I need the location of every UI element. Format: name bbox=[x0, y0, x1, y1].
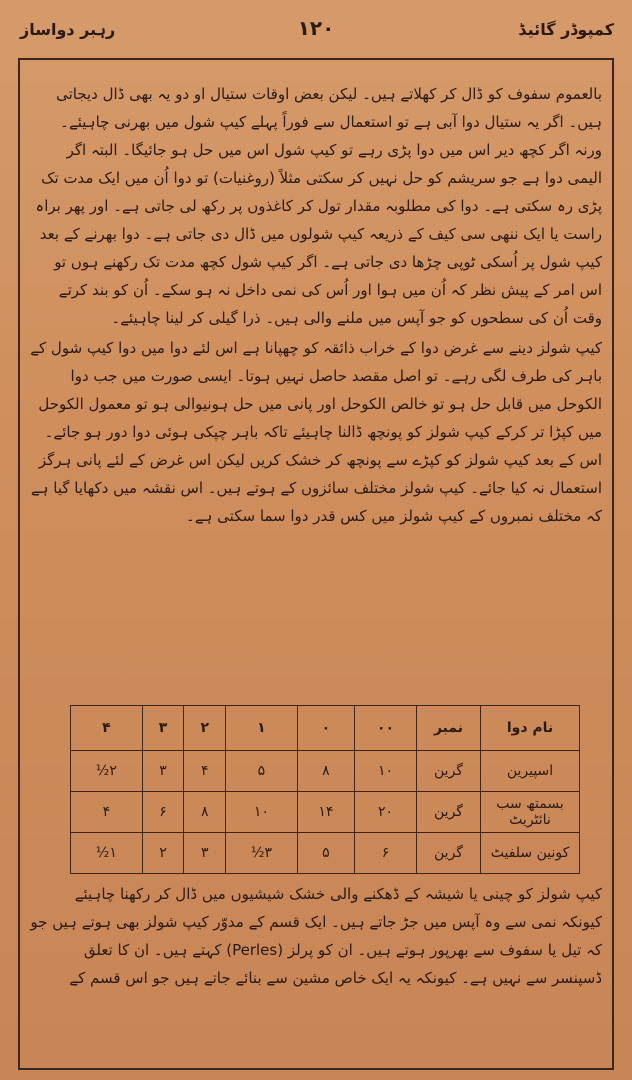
table-cell: ۳½ bbox=[226, 833, 298, 874]
table-header-row bbox=[71, 706, 580, 751]
bottom-text bbox=[30, 880, 602, 992]
table-cell: ۵ bbox=[226, 751, 298, 792]
table-row bbox=[71, 792, 580, 833]
table-cell: گرین bbox=[417, 833, 481, 874]
header-book-title-right: کمپوڈر گائیڈ bbox=[518, 20, 614, 39]
table-cell: ۳ bbox=[142, 751, 184, 792]
table-cell: ۶ bbox=[142, 792, 184, 833]
dosage-table bbox=[70, 705, 580, 874]
table-cell: ۸ bbox=[297, 751, 354, 792]
col-header-size-1: ۱ bbox=[226, 706, 298, 751]
table-cell: کونین سلفیٹ bbox=[481, 833, 580, 874]
table-cell: ۶ bbox=[354, 833, 416, 874]
table-cell: گرین bbox=[417, 792, 481, 833]
col-header-size-4: ۴ bbox=[71, 706, 143, 751]
table-cell: ۲۰ bbox=[354, 792, 416, 833]
table-cell: ۱۰ bbox=[226, 792, 298, 833]
page-number: ۱۲۰ bbox=[297, 16, 335, 40]
table-cell: ۲ bbox=[142, 833, 184, 874]
table-cell: ۲½ bbox=[71, 751, 143, 792]
body-text bbox=[30, 80, 602, 530]
table-cell: ۱۰ bbox=[354, 751, 416, 792]
table-cell: ۸ bbox=[184, 792, 226, 833]
table-cell: گرین bbox=[417, 751, 481, 792]
table-cell: ۴ bbox=[71, 792, 143, 833]
paragraph-1: بالعموم سفوف کو ڈال کر کھلاتے ہیں۔ لیکن بعض اوقات ستیال او دو یہ بھی ڈال دیجاتی ہیں۔ اگر یہ ستیال دوا آبی ہے تو استعمال سے فوراً پہلے کیپ شول میں بھرنی چاہیئے۔ ورنہ اگر کچھ دیر اس میں دوا پڑی رہے تو کیپ شول اس میں حل ہو جائیگا۔ البتہ اگر الیمی دوا ہے جو سریشم کو حل نہیں کر سکتی مثلاً (روغنیات) تو دوا اُن میں ایک مدت تک پڑی رہ سکتی ہے۔ دوا کی مطلوبہ مقدار تول کر کاغذوں پر رکھ لی جاتی ہے۔ اور پھر براہ راست یا ایک ننھی سی کیف کے ذریعہ کیپ شولوں میں ڈال دی جاتی ہے۔ دوا بھرنے کے بعد کیپ شول پر اُسکی ٹوپی چڑھا دی جاتی ہے۔ اگر کیپ شول کچھ مدت تک رکھنے ہوں تو اس امر کے پیش نظر کہ اُن میں ہوا اور اُس کی نمی داخل نہ ہو سکے۔ اُن کو بند کرتے وقت اُن کی سطحوں کو جو آپس میں ملنے والی ہیں۔ ذرا گیلی کر لینا چاہیئے۔ bbox=[35, 85, 602, 327]
paragraph-3: کیپ شولز کو چینی یا شیشہ کے ڈھکنے والی خشک شیشیوں میں ڈال کر رکھنا چاہیئے کیونکہ نمی سے وہ آپس میں جڑ جاتے ہیں۔ ایک قسم کے مدوّر کیپ شولز بھی ہوتے ہیں جو کہ تیل یا سفوف سے بھرپور ہوتے ہیں۔ ان کو پرلز (Perles) کہتے ہیں۔ ان کا تعلق ڈسپنسر سے نہیں ہے۔ کیونکہ یہ ایک خاص مشین سے بنائے جاتے ہیں جو اس قسم کے bbox=[30, 885, 602, 987]
table-cell: ۵ bbox=[297, 833, 354, 874]
paragraph-2: کیپ شولز دینے سے غرض دوا کے خراب ذائقہ کو چھپانا ہے اس لئے دوا میں دوا کیپ شول کے باہر کی طرف لگی رہے۔ تو اصل مقصد حاصل نہیں ہوتا۔ ایسی صورت میں جب دوا الکوحل میں قابل حل ہو تو خالص الکوحل اور پانی میں حل ہونیوالی ہو تو معمول الکوحل میں کپڑا تر کرکے کیپ شولز کو پونچھ ڈالنا چاہیئے تاکہ باہر چپکی ہوئی دوا دور ہو جائے۔ اس کے بعد کیپ شولز کو کپڑے سے پونچھ کر خشک کریں لیکن اس غرض کے لئے پانی ہرگز استعمال نہ کیا جائے۔ کیپ شولز مختلف سائزوں کے ہوتے ہیں۔ اس نقشہ میں دکھایا گیا ہے کہ مختلف نمبروں کے کیپ شولز میں کس قدر دوا سما سکتی ہے۔ bbox=[30, 339, 602, 525]
header-book-title-left: رہبر دواساز bbox=[20, 20, 116, 39]
col-header-size-00: ۰۰ bbox=[354, 706, 416, 751]
col-header-size-3: ۳ bbox=[142, 706, 184, 751]
table-row bbox=[71, 751, 580, 792]
table-cell: ۱۴ bbox=[297, 792, 354, 833]
capsule-size-table bbox=[70, 705, 580, 874]
table-cell: اسپیرین bbox=[481, 751, 580, 792]
col-header-size-2: ۲ bbox=[184, 706, 226, 751]
col-header-drug-name: نام دوا bbox=[481, 706, 580, 751]
col-header-number: نمبر bbox=[417, 706, 481, 751]
table-cell: ۱½ bbox=[71, 833, 143, 874]
table-cell: ۳ bbox=[184, 833, 226, 874]
table-cell: ۴ bbox=[184, 751, 226, 792]
table-row bbox=[71, 833, 580, 874]
table-cell: بسمتھ سب نائٹریٹ bbox=[481, 792, 580, 833]
col-header-size-0: ۰ bbox=[297, 706, 354, 751]
page-header bbox=[0, 8, 632, 48]
